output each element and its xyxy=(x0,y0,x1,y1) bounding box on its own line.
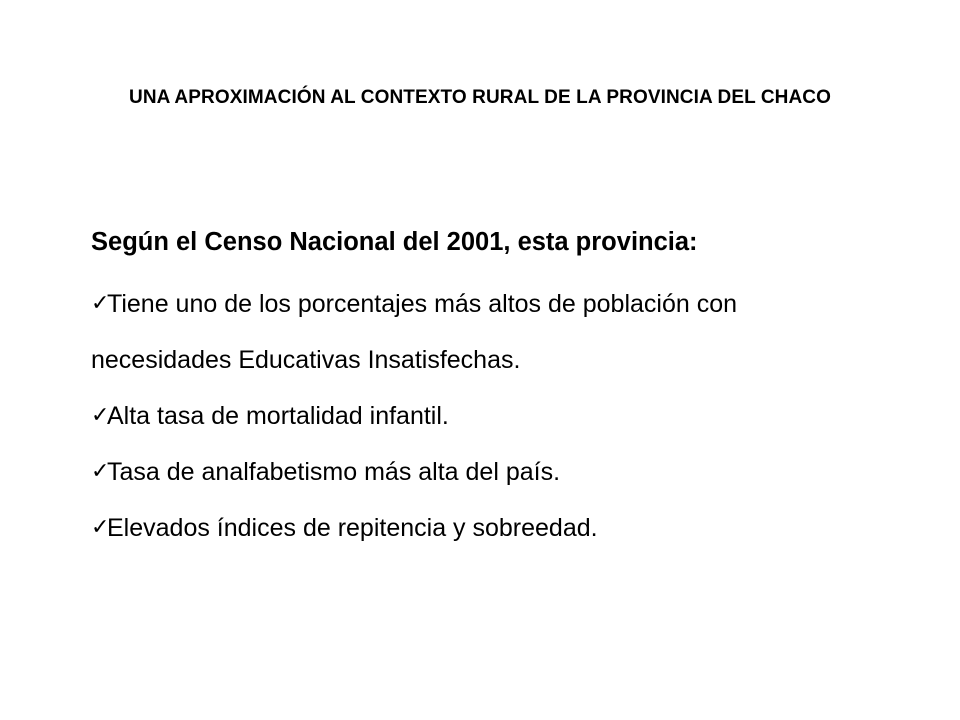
bullet-text: Alta tasa de mortalidad infantil. xyxy=(107,402,449,430)
bullet-list xyxy=(91,276,891,556)
bullet-item xyxy=(91,444,891,500)
bullet-text-line: necesidades Educativas Insatisfechas. xyxy=(91,346,521,374)
check-icon: ✓ xyxy=(91,291,110,316)
bullet-text: Tasa de analfabetismo más alta del país. xyxy=(107,458,561,486)
slide-body xyxy=(91,220,891,556)
intro-text: Según el Censo Nacional del 2001, esta provincia: xyxy=(91,228,698,256)
bullet-item xyxy=(91,388,891,444)
check-icon: ✓ xyxy=(91,515,110,540)
bullet-text xyxy=(91,276,847,388)
check-icon: ✓ xyxy=(91,403,110,428)
bullet-item xyxy=(91,500,891,556)
bullet-text-line: Tiene uno de los porcentajes más altos de población con xyxy=(107,290,738,318)
check-icon: ✓ xyxy=(91,459,110,484)
bullet-text: Elevados índices de repitencia y sobreedad. xyxy=(107,514,598,542)
bullet-item xyxy=(91,276,891,388)
slide-title: UNA APROXIMACIÓN AL CONTEXTO RURAL DE LA PROVINCIA DEL CHACO xyxy=(129,87,831,108)
